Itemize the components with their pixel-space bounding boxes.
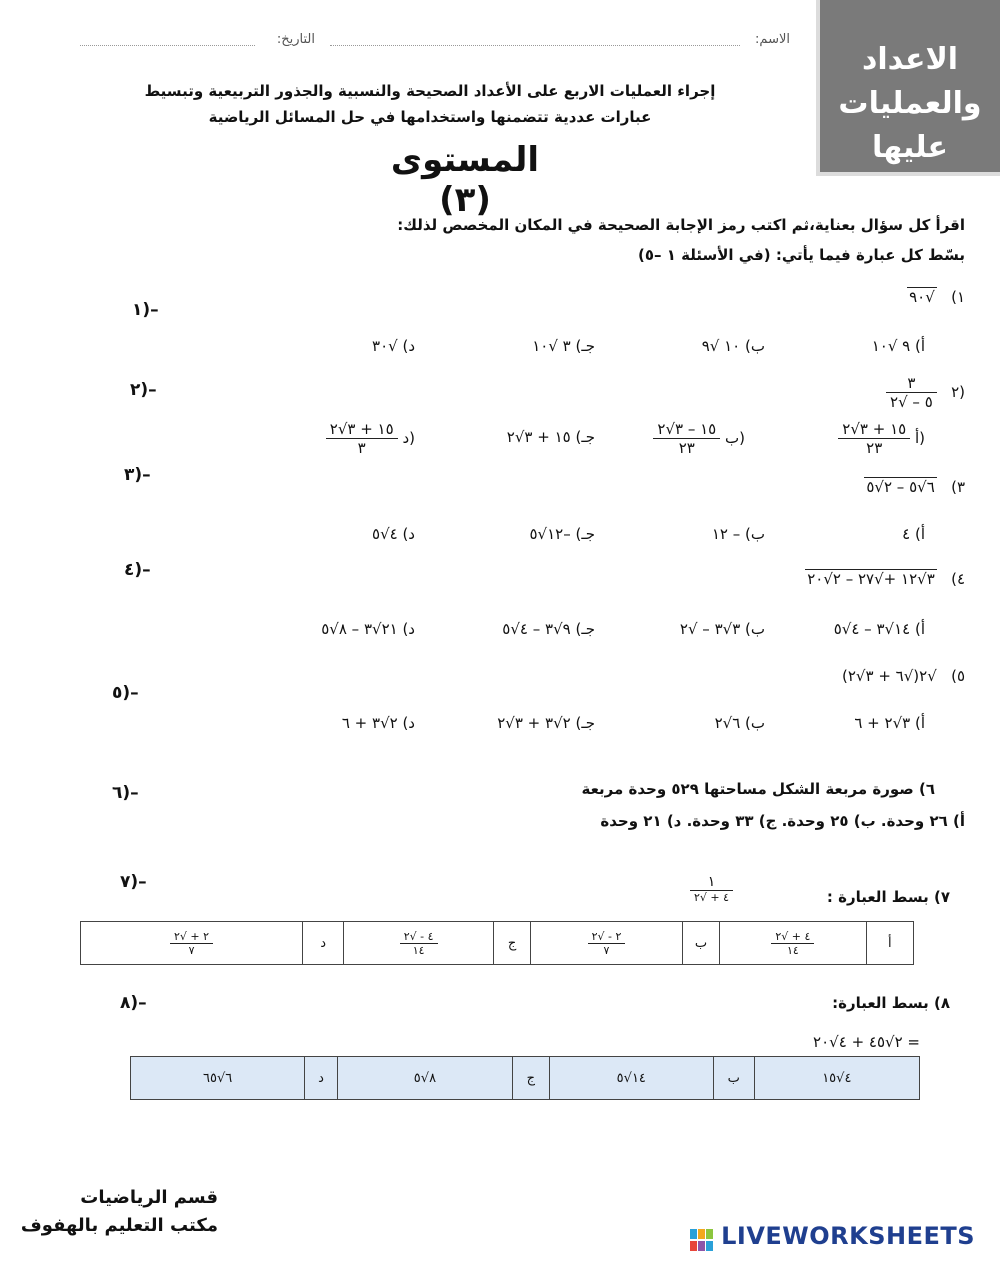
option-7-d-label: د [303, 922, 344, 965]
option-2-c: جـ) ١٥ + ٣√٢ [506, 428, 595, 446]
question-5 [842, 667, 965, 685]
option-1-a: أ) ٩ √١٠ [871, 337, 925, 355]
question-expression: √٩٠ [909, 288, 935, 306]
answer-blank-2[interactable]: ٢)– [130, 380, 157, 400]
question-1 [907, 288, 965, 306]
question-8-expression: ٢√٤٥ + ٤√٢٠ = [813, 1033, 920, 1051]
option-4-a: أ) ١٤√٣ – ٤√٥ [833, 620, 925, 638]
option-2-b: $\frac{١٥ - ٣√٢}{٢٣}$ ب) [653, 420, 745, 457]
question-6: ٦) صورة مربعة الشكل مساحتها ٥٢٩ وحدة مربعة [581, 780, 935, 798]
option-3-a: أ) ٤ [902, 525, 925, 543]
option-5-a: أ) ٣√٢ + ٦ [854, 714, 925, 732]
topic-line-3: عليها [871, 130, 949, 165]
option-7-c-value: $\frac{٤ - √٢}{١٤}$ [344, 922, 494, 965]
date-label: التاريخ: [276, 32, 315, 47]
option-1-d: د) √٣٠ [372, 337, 415, 355]
option-7-b-label: ب [682, 922, 719, 965]
question-4 [805, 570, 965, 588]
office-name: مكتب التعليم بالهفوف [20, 1215, 218, 1236]
liveworksheets-icon [690, 1229, 714, 1251]
topic-box [816, 0, 1000, 176]
option-7-a-value: $\frac{٤ + √٢}{١٤}$ [720, 922, 867, 965]
objective-line-2: عبارات عددية تتضمنها واستخدامها في حل المسائل الرياضية [208, 108, 652, 126]
answer-blank-6[interactable]: ٦)– [112, 783, 139, 803]
question-number: ٥) [951, 667, 965, 685]
answer-blank-7[interactable]: ٧)– [120, 872, 147, 892]
question-8: ٨) بسط العبارة: [832, 994, 950, 1012]
option-1-b: ب) ١٠ √٩ [701, 337, 765, 355]
option-3-d: د) ٤√٥ [372, 525, 415, 543]
option-4-c: جـ) ٩√٣ – ٤√٥ [502, 620, 595, 638]
question-6-options: أ) ٢٦ وحدة. ب) ٢٥ وحدة. ج) ٣٣ وحدة. د) ٢١ وحدة [600, 812, 965, 830]
question-fraction: $\frac{٣}{٥ - √٢}$ [886, 374, 937, 411]
answer-blank-8[interactable]: ٨)– [120, 993, 147, 1013]
option-7-a-label: أ [866, 922, 913, 965]
option-8-d-value: ٦√٦٥ [131, 1057, 305, 1100]
liveworksheets-text: LIVEWORKSHEETS [721, 1222, 976, 1250]
option-7-b-value: $\frac{٢ - √٢}{٧}$ [531, 922, 683, 965]
instruction-main: اقرأ كل سؤال بعناية،ثم اكتب رمز الإجابة الصحيحة في المكان المخصص لذلك: [397, 216, 965, 234]
question-expression: ٣√١٢ +√٢٧ – ٢√٢٠ [807, 570, 935, 588]
date-field[interactable] [80, 45, 255, 46]
option-8-b-value: ١٤√٥ [549, 1057, 713, 1100]
question-number: ٤) [951, 570, 965, 588]
answer-blank-5[interactable]: ٥)– [112, 683, 139, 703]
option-2-a: $\frac{١٥ + ٣√٢}{٢٣}$ أ) [838, 420, 925, 457]
question-number: ٢) [951, 383, 965, 401]
option-7-c-label: ج [493, 922, 530, 965]
topic-line-2: والعمليات [838, 86, 982, 121]
question-number: ١) [951, 288, 965, 306]
question-7-options-table [80, 921, 914, 965]
liveworksheets-logo [690, 1222, 975, 1251]
option-8-b-label: ب [713, 1057, 754, 1100]
objective-line-1: إجراء العمليات الاربع على الأعداد الصحيحة والنسبية والجذور التربيعية وتبسيط [144, 82, 716, 100]
option-4-d: د) ٢١√٣ – ٨√٥ [321, 620, 415, 638]
option-5-d: د) ٢√٣ + ٦ [341, 714, 415, 732]
name-field[interactable] [330, 45, 740, 46]
option-3-b: ب) – ١٢ [711, 525, 765, 543]
question-7-expression: $\frac{١}{٤ + √٢}$ [690, 874, 733, 904]
level-title: المستوى (٣) [390, 140, 540, 220]
option-4-b: ب) ٣√٣ – √٢ [679, 620, 765, 638]
option-8-a-value: ٤√١٥ [754, 1057, 919, 1100]
instruction-sub: بسّط كل عبارة فيما يأتي: (في الأسئلة ١ –٥) [638, 246, 965, 264]
answer-blank-1[interactable]: ١)– [132, 300, 159, 320]
option-8-c-value: ٨√٥ [337, 1057, 512, 1100]
name-label: الاسم: [755, 32, 790, 47]
question-expression: ٦√٥ – ٢√٥ [866, 478, 935, 496]
question-7: ٧) بسط العبارة : [826, 888, 950, 906]
option-1-c: جـ) ٣ √١٠ [532, 337, 595, 355]
option-5-c: جـ) ٢√٣ + ٣√٢ [497, 714, 595, 732]
option-3-c: جـ) –١٢√٥ [529, 525, 595, 543]
question-expression: √٢(√٦ + ٣√٢) [842, 667, 937, 685]
question-number: ٣) [951, 478, 965, 496]
option-8-d-label: د [305, 1057, 338, 1100]
answer-blank-3[interactable]: ٣)– [124, 465, 151, 485]
department-name: قسم الرياضيات [80, 1187, 218, 1208]
option-8-c-label: ج [512, 1057, 549, 1100]
question-3 [864, 478, 965, 496]
option-5-b: ب) ٦√٢ [714, 714, 765, 732]
answer-blank-4[interactable]: ٤)– [124, 560, 151, 580]
department-label [0, 1184, 218, 1240]
question-8-options-table [130, 1056, 920, 1100]
option-7-d-value: $\frac{٢ + √٢}{٧}$ [81, 922, 303, 965]
option-2-d: $\frac{١٥ + ٣√٢}{٣}$ د) [326, 420, 415, 457]
question-2 [886, 374, 965, 411]
topic-line-1: الاعداد [861, 42, 959, 77]
